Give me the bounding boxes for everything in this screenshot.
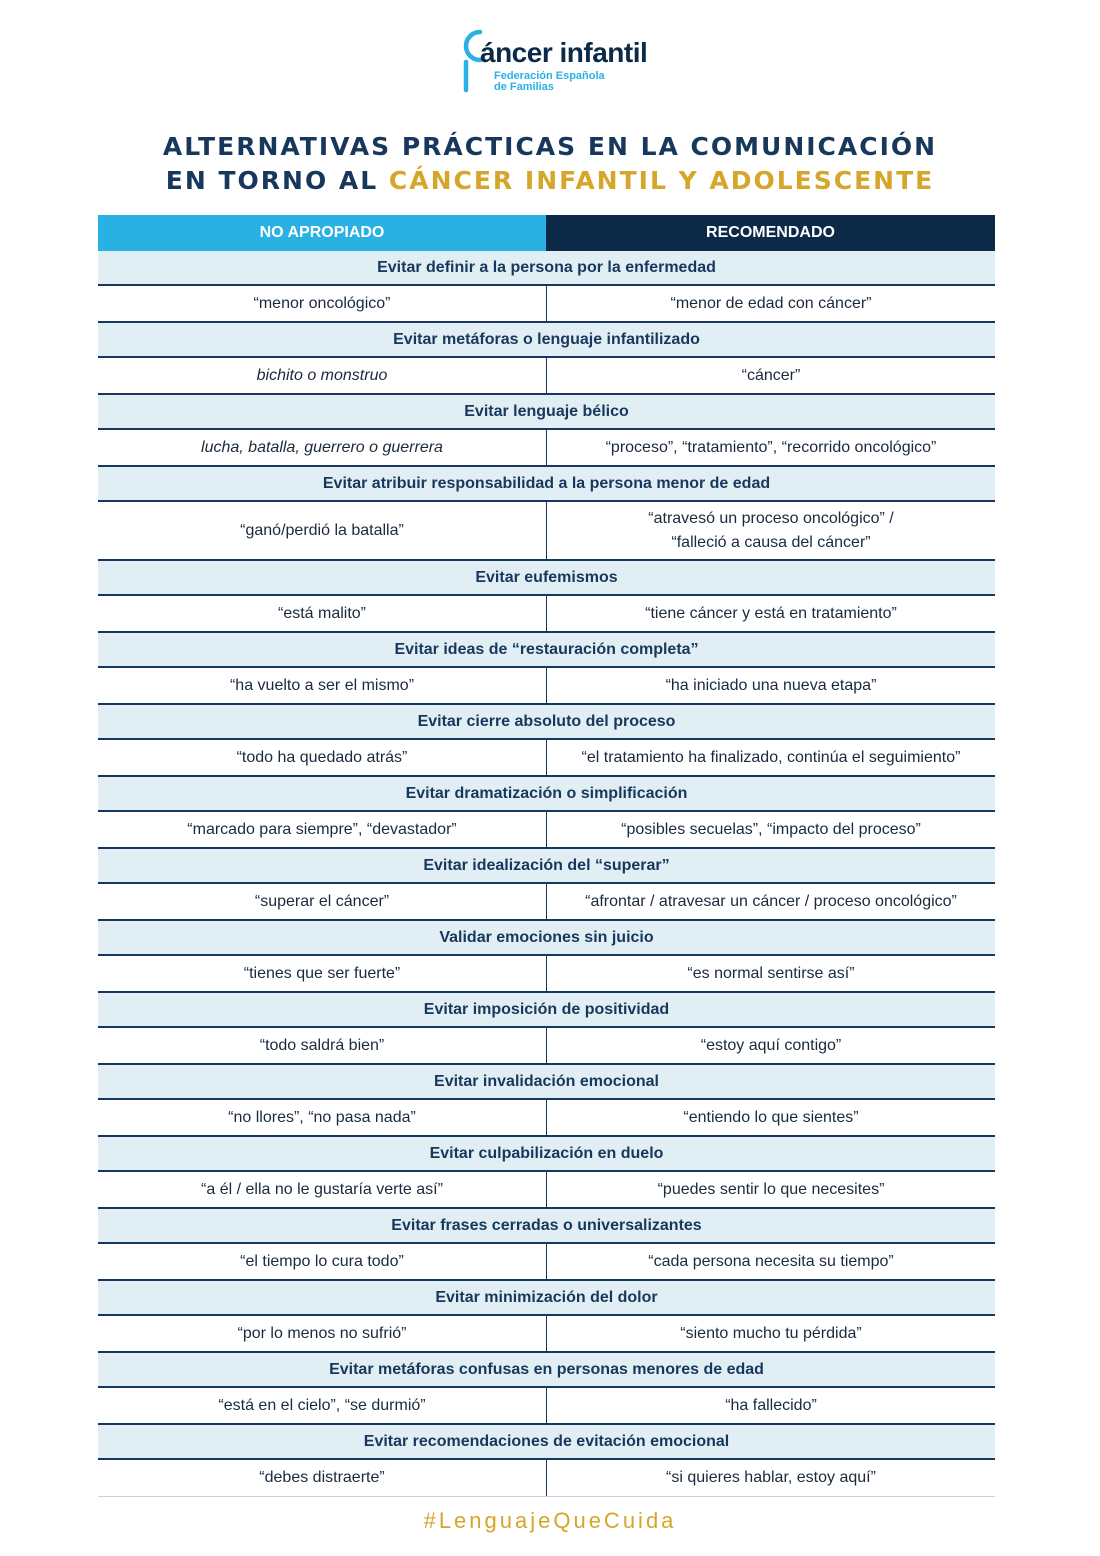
not-appropriate-cell: “todo ha quedado atrás” bbox=[236, 748, 408, 766]
section-heading: Evitar culpabilización en duelo bbox=[98, 1137, 995, 1172]
not-appropriate-cell: “está en el cielo”, “se durmió” bbox=[218, 1396, 426, 1414]
table-row bbox=[98, 1100, 995, 1137]
table-row bbox=[98, 668, 995, 705]
not-appropriate-cell: “superar el cáncer” bbox=[254, 892, 390, 910]
title-line-1: ALTERNATIVAS PRÁCTICAS EN LA COMUNICACIÓN bbox=[162, 132, 938, 161]
recommended-cell: “tiene cáncer y está en tratamiento” bbox=[546, 596, 995, 631]
table-row bbox=[98, 286, 995, 323]
recommended-cell: “siento mucho tu pérdida” bbox=[546, 1316, 995, 1351]
section-heading: Evitar metáforas confusas en personas menores de edad bbox=[98, 1353, 995, 1388]
not-appropriate-cell: “ganó/perdió la batalla” bbox=[240, 521, 404, 539]
table-row bbox=[98, 596, 995, 633]
not-appropriate-cell: “el tiempo lo cura todo” bbox=[240, 1252, 404, 1270]
header-not-appropriate: NO APROPIADO bbox=[98, 215, 546, 251]
logo bbox=[456, 26, 656, 98]
table-row bbox=[98, 884, 995, 921]
title-highlight: CÁNCER INFANTIL Y ADOLESCENTE bbox=[388, 166, 935, 195]
recommended-cell: “si quieres hablar, estoy aquí” bbox=[546, 1460, 995, 1496]
not-appropriate-cell: “menor oncológico” bbox=[253, 294, 391, 312]
table-row bbox=[98, 1172, 995, 1209]
section-heading: Evitar imposición de positividad bbox=[98, 993, 995, 1028]
recommended-cell: “entiendo lo que sientes” bbox=[546, 1100, 995, 1135]
table-row bbox=[98, 358, 995, 395]
header-recommended: RECOMENDADO bbox=[546, 215, 995, 251]
section-heading: Evitar recomendaciones de evitación emocional bbox=[98, 1425, 995, 1460]
recommended-cell: “ha iniciado una nueva etapa” bbox=[546, 668, 995, 703]
table-row bbox=[98, 812, 995, 849]
section-heading: Evitar ideas de “restauración completa” bbox=[98, 633, 995, 668]
table-row bbox=[98, 1028, 995, 1065]
recommended-cell: “puedes sentir lo que necesites” bbox=[546, 1172, 995, 1207]
recommended-cell bbox=[546, 502, 995, 559]
recommended-cell: “proceso”, “tratamiento”, “recorrido oncológico” bbox=[546, 430, 995, 465]
logo-subtitle-line-2: de Familias bbox=[494, 81, 554, 93]
section-heading: Evitar metáforas o lenguaje infantilizado bbox=[98, 323, 995, 358]
recommended-cell-line-1: “atravesó un proceso oncológico” / bbox=[648, 509, 894, 527]
recommended-cell: “afrontar / atravesar un cáncer / proceso oncológico” bbox=[546, 884, 995, 919]
not-appropriate-cell: “debes distraerte” bbox=[259, 1469, 385, 1486]
not-appropriate-cell: bichito o monstruo bbox=[256, 366, 388, 384]
section-heading: Evitar frases cerradas o universalizantes bbox=[98, 1209, 995, 1244]
logo-subtitle-line-1: Federación Española bbox=[494, 70, 605, 82]
section-heading: Evitar invalidación emocional bbox=[98, 1065, 995, 1100]
not-appropriate-cell: “marcado para siempre”, “devastador” bbox=[187, 820, 457, 838]
recommended-cell-line-2: “falleció a causa del cáncer” bbox=[671, 533, 871, 551]
not-appropriate-cell: lucha, batalla, guerrero o guerrera bbox=[201, 438, 443, 456]
not-appropriate-cell: “por lo menos no sufrió” bbox=[237, 1324, 407, 1342]
table-row bbox=[98, 956, 995, 993]
title-line-2-prefix: EN TORNO AL bbox=[165, 166, 389, 195]
not-appropriate-cell: “a él / ella no le gustaría verte así” bbox=[201, 1180, 443, 1198]
recommended-cell: “estoy aquí contigo” bbox=[546, 1028, 995, 1063]
hashtag: #LenguajeQueCuida bbox=[423, 1508, 677, 1533]
section-heading: Evitar minimización del dolor bbox=[98, 1281, 995, 1316]
logo-subtitle bbox=[494, 71, 605, 93]
section-heading: Evitar lenguaje bélico bbox=[98, 395, 995, 430]
recommended-cell: “cada persona necesita su tiempo” bbox=[546, 1244, 995, 1279]
table-row bbox=[98, 430, 995, 467]
table-header bbox=[98, 215, 995, 251]
section-heading: Evitar definir a la persona por la enfermedad bbox=[98, 251, 995, 286]
not-appropriate-cell: “tienes que ser fuerte” bbox=[243, 964, 401, 982]
recommended-cell: “cáncer” bbox=[546, 358, 995, 393]
table-row bbox=[98, 1460, 995, 1497]
logo-name: áncer infantil bbox=[480, 37, 648, 68]
recommended-cell: “menor de edad con cáncer” bbox=[546, 286, 995, 321]
section-heading: Evitar eufemismos bbox=[98, 561, 995, 596]
recommended-cell: “es normal sentirse así” bbox=[546, 956, 995, 991]
recommended-cell: “ha fallecido” bbox=[546, 1388, 995, 1423]
not-appropriate-cell: “ha vuelto a ser el mismo” bbox=[229, 676, 415, 694]
section-heading: Evitar idealización del “superar” bbox=[98, 849, 995, 884]
section-heading: Evitar dramatización o simplificación bbox=[98, 777, 995, 812]
table-row bbox=[98, 502, 995, 561]
not-appropriate-cell: “no llores”, “no pasa nada” bbox=[228, 1108, 416, 1126]
table-row bbox=[98, 1388, 995, 1425]
section-heading: Evitar atribuir responsabilidad a la persona menor de edad bbox=[98, 467, 995, 502]
not-appropriate-cell: “está malito” bbox=[277, 604, 367, 622]
section-heading: Validar emociones sin juicio bbox=[98, 921, 995, 956]
table-row bbox=[98, 1244, 995, 1281]
recommended-cell: “posibles secuelas”, “impacto del proceso” bbox=[546, 812, 995, 847]
section-heading: Evitar cierre absoluto del proceso bbox=[98, 705, 995, 740]
title-line-2 bbox=[0, 164, 1100, 198]
table-row bbox=[98, 740, 995, 777]
page-title bbox=[0, 130, 1100, 198]
table-row bbox=[98, 1316, 995, 1353]
recommended-cell: “el tratamiento ha finalizado, continúa el seguimiento” bbox=[546, 740, 995, 775]
not-appropriate-cell: “todo saldrá bien” bbox=[259, 1036, 385, 1054]
comparison-table bbox=[98, 215, 995, 1497]
